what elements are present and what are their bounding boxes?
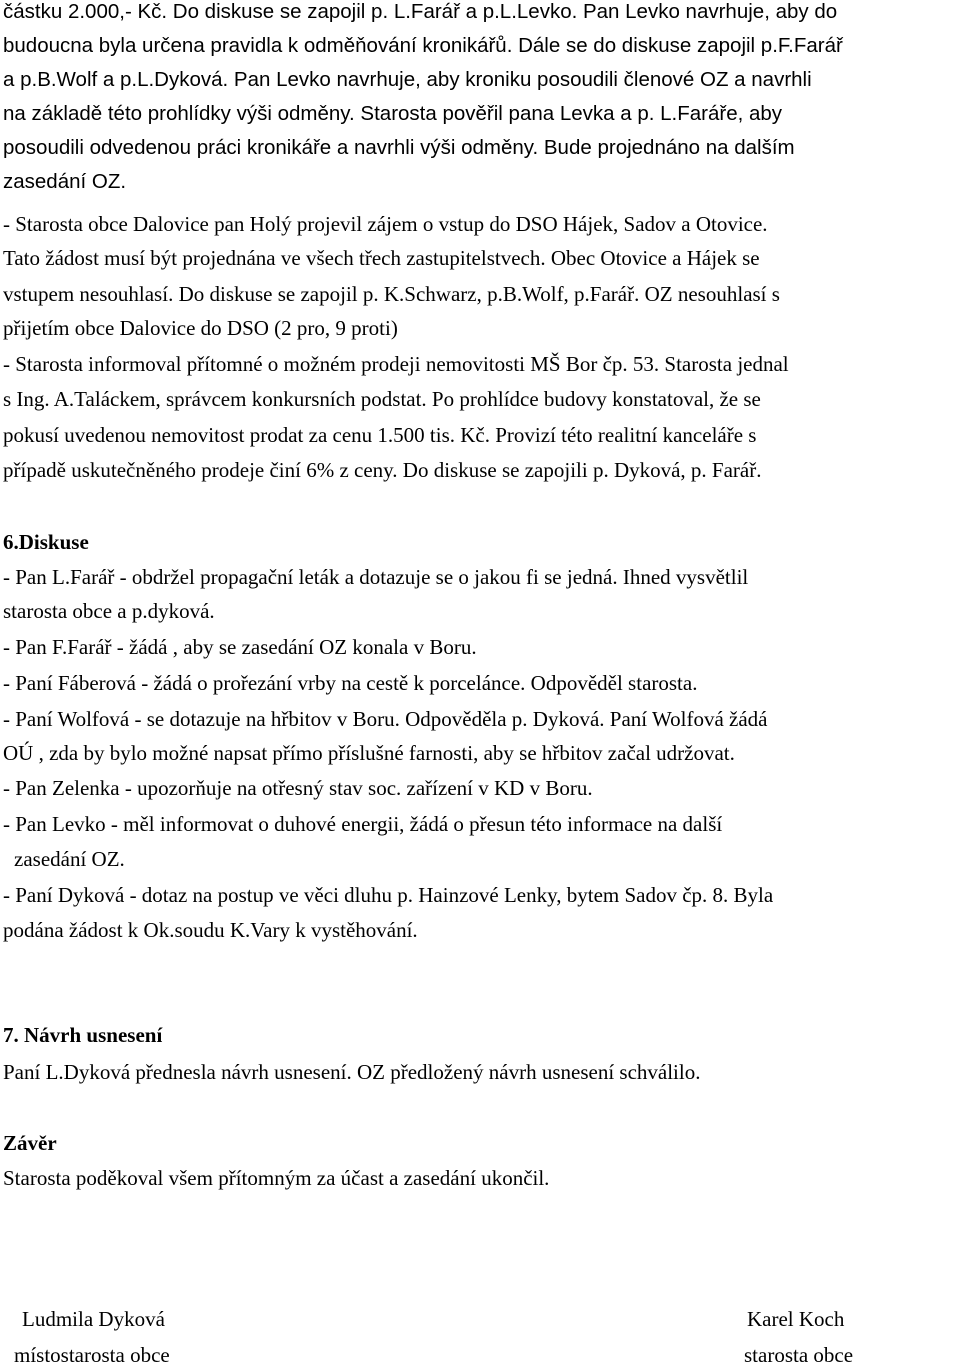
text-line: s Ing. A.Taláckem, správcem konkursních podstat. Po prohlídce budovy konstatoval, že se xyxy=(3,387,761,411)
text-line: případě uskutečněného prodeje činí 6% z ceny. Do diskuse se zapojili p. Dyková, p. Farář. xyxy=(3,458,762,482)
text-line: OÚ , zda by bylo možné napsat přímo příslušné farnosti, aby se hřbitov začal udržovat. xyxy=(3,741,735,765)
text-line: - Paní Dyková - dotaz na postup ve věci dluhu p. Hainzové Lenky, bytem Sadov čp. 8. Byla xyxy=(3,883,774,907)
signature-right-name: Karel Koch xyxy=(747,1307,845,1331)
text-line: pokusí uvedenou nemovitost prodat za cenu 1.500 tis. Kč. Provizí této realitní kanceláře s xyxy=(3,423,757,447)
section-heading-zaver: Závěr xyxy=(3,1131,57,1155)
text-line: vstupem nesouhlasí. Do diskuse se zapojil p. K.Schwarz, p.B.Wolf, p.Farář. OZ nesouhlasí s xyxy=(3,282,780,306)
text-line: částku 2.000,- Kč. Do diskuse se zapojil p. L.Farář a p.L.Levko. Pan Levko navrhuje, aby do xyxy=(3,0,838,23)
text-line: budoucna byla určena pravidla k odměňování kronikářů. Dále se do diskuse zapojil p.F.Farář xyxy=(3,34,843,57)
signature-left-name: Ludmila Dyková xyxy=(22,1307,165,1331)
section-heading-diskuse: 6.Diskuse xyxy=(3,530,89,554)
text-line: - Starosta obce Dalovice pan Holý projevil zájem o vstup do DSO Hájek, Sadov a Otovice. xyxy=(3,212,768,236)
text-line: - Paní Fáberová - žádá o prořezání vrby na cestě k porcelánce. Odpověděl starosta. xyxy=(3,671,698,695)
text-line: Starosta poděkoval všem přítomným za účast a zasedání ukončil. xyxy=(3,1166,550,1190)
section-heading-navrh-usneseni: 7. Návrh usnesení xyxy=(3,1023,163,1047)
text-line: - Pan F.Farář - žádá , aby se zasedání OZ konala v Boru. xyxy=(3,635,477,659)
text-line: posoudili odvedenou práci kronikáře a navrhli výši odměny. Bude projednáno na dalším xyxy=(3,136,795,159)
signature-left-role: místostarosta obce xyxy=(14,1343,170,1367)
text-line: - Starosta informoval přítomné o možném prodeji nemovitosti MŠ Bor čp. 53. Starosta jednal xyxy=(3,352,789,376)
text-line: přijetím obce Dalovice do DSO (2 pro, 9 proti) xyxy=(3,316,398,340)
text-line: Paní L.Dyková přednesla návrh usnesení. OZ předložený návrh usnesení schválilo. xyxy=(3,1060,701,1084)
text-line: starosta obce a p.dyková. xyxy=(3,599,215,623)
text-line: podána žádost k Ok.soudu K.Vary k vystěhování. xyxy=(3,918,418,942)
text-line: zasedání OZ. xyxy=(3,170,127,193)
text-line: - Pan Levko - měl informovat o duhové energii, žádá o přesun této informace na další xyxy=(3,812,723,836)
signature-right-role: starosta obce xyxy=(744,1343,854,1367)
text-line: - Pan L.Farář - obdržel propagační leták a dotazuje se o jakou fi se jedná. Ihned vysvětlil xyxy=(3,565,749,589)
text-line: a p.B.Wolf a p.L.Dyková. Pan Levko navrhuje, aby kroniku posoudili členové OZ a navrhli xyxy=(3,68,812,91)
text-line: na základě této prohlídky výši odměny. Starosta pověřil pana Levka a p. L.Faráře, aby xyxy=(3,102,783,125)
text-line: - Paní Wolfová - se dotazuje na hřbitov v Boru. Odpověděla p. Dyková. Paní Wolfová žádá xyxy=(3,707,768,731)
text-line: - Pan Zelenka - upozorňuje na otřesný stav soc. zařízení v KD v Boru. xyxy=(3,776,593,800)
text-line: Tato žádost musí být projednána ve všech třech zastupitelstvech. Obec Otovice a Hájek se xyxy=(3,246,760,270)
text-line: zasedání OZ. xyxy=(14,847,125,871)
